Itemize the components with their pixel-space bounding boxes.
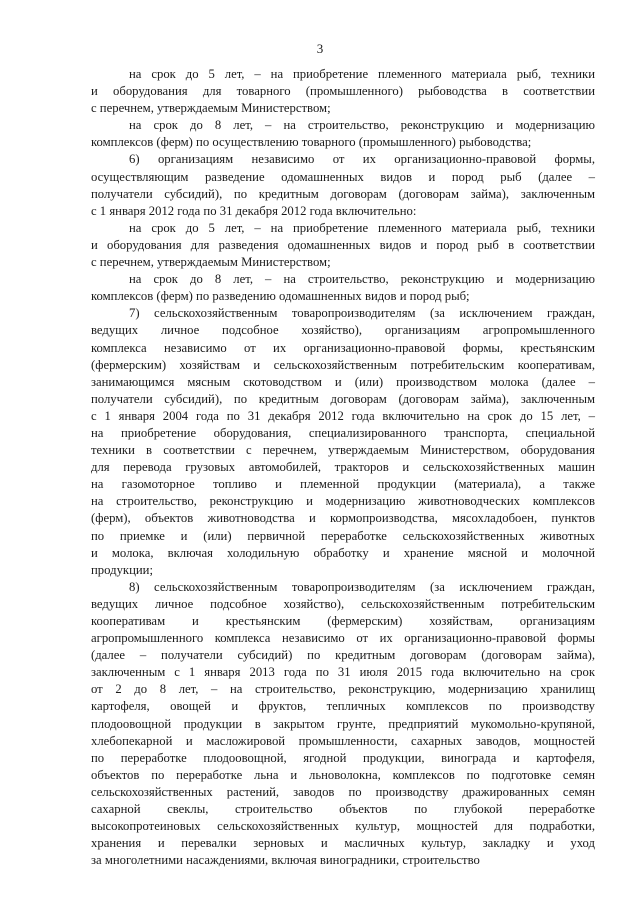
page-number: 3: [316, 41, 324, 56]
text-line: агропромышленного комплекса независимо от их организационно-правовой формы: [91, 631, 595, 646]
paragraph: [91, 579, 595, 870]
text-line: хлебопекарной и масложировой промышленности, сахарных заводов, мощностей: [91, 733, 595, 748]
paragraph: [91, 220, 595, 271]
text-line: по переработке плодоовощной, ягодной продукции, винограда и картофеля,: [91, 750, 595, 765]
text-line: 7) сельскохозяйственным товаропроизводителям (за исключением граждан,: [129, 306, 595, 321]
text-line: хранения и перевалки зерновых и масличных культур, закладку и уход: [91, 836, 595, 851]
text-line: комплексов (ферм) по разведению одомашненных видов и пород рыб;: [91, 289, 470, 304]
text-line: техники в соответствии с перечнем, утверждаемым Министерством, оборудования: [91, 443, 595, 458]
text-line: с 1 января 2004 года по 31 декабря 2012 года включительно на срок до 15 лет, –: [91, 408, 595, 423]
text-line: занимающимся мясным скотоводством и (или) производством молока (далее –: [91, 374, 595, 389]
text-line: за многолетними насаждениями, включая виноградники, строительство: [91, 853, 480, 868]
text-line: 6) организациям независимо от их организационно-правовой формы,: [129, 152, 595, 167]
text-line: по приемке и (или) первичной переработке сельскохозяйственных животных: [91, 528, 595, 543]
text-line: (ферм), объектов животноводства и кормопроизводства, мясохладобоен, пунктов: [91, 511, 595, 526]
text-line: кооперативам и крестьянским (фермерским) хозяйствам, организациям: [91, 614, 595, 628]
text-line: плодоовощной продукции в закрытом грунте, предприятий мукомольно-крупяной,: [91, 716, 595, 731]
text-line: сельскохозяйственных растений, заводов по производству дражированных семян: [91, 784, 595, 799]
paragraph: [91, 66, 595, 117]
text-line: ведущих личное подсобное хозяйство), организациям агропромышленного: [91, 323, 595, 338]
text-line: на приобретение оборудования, специализированного транспорта, специальной: [91, 425, 595, 440]
text-line: ведущих личное подсобное хозяйство), сельскохозяйственным потребительским: [91, 596, 595, 611]
text-line: продукции;: [91, 562, 153, 577]
text-line: на строительство, реконструкцию и модернизацию животноводческих комплексов: [91, 494, 595, 509]
paragraph: [91, 271, 595, 305]
text-line: на срок до 5 лет, – на приобретение племенного материала рыб, техники: [129, 220, 595, 235]
text-line: картофеля, овощей и фруктов, тепличных комплексов по производству: [91, 699, 595, 714]
text-line: и молока, включая холодильную обработку и хранение мясной и молочной: [91, 545, 595, 560]
text-line: сахарной свеклы, строительство объектов по глубокой переработке: [91, 802, 595, 817]
text-line: с 1 января 2012 года по 31 декабря 2012 года включительно:: [91, 203, 417, 218]
text-line: на газомоторное топливо и племенной продукции (материала), а также: [91, 477, 595, 492]
text-line: комплексов (ферм) по осуществлению товарного (промышленного) рыбоводства;: [91, 135, 532, 150]
text-line: на срок до 8 лет, – на строительство, реконструкцию и модернизацию: [129, 272, 595, 287]
text-line: с перечнем, утверждаемым Министерством;: [91, 255, 331, 270]
text-line: на срок до 5 лет, – на приобретение племенного материала рыб, техники: [129, 67, 595, 81]
text-line: и оборудования для товарного (промышленного) рыбоводства в соответствии: [91, 84, 595, 99]
text-line: объектов по переработке льна и льноволокна, комплексов по подготовке семян: [91, 767, 595, 782]
text-line: осуществляющим разведение одомашненных видов и пород рыб (далее –: [91, 169, 595, 184]
text-line: и оборудования для разведения одомашненных видов и пород рыб в соответствии: [91, 237, 595, 252]
paragraph: [91, 117, 595, 151]
text-line: высокопротеиновых сельскохозяйственных культур, мощностей для подработки,: [91, 819, 595, 834]
paragraph: [91, 305, 595, 579]
document-body: [91, 66, 595, 869]
text-line: (фермерским) хозяйствам и сельскохозяйственным потребительским кооперативам,: [91, 357, 595, 372]
text-line: от 2 до 8 лет, – на строительство, реконструкцию, модернизацию хранилищ: [91, 682, 595, 697]
text-line: с перечнем, утверждаемым Министерством;: [91, 101, 331, 116]
text-line: для перевода грузовых автомобилей, тракторов и сельскохозяйственных машин: [91, 460, 595, 475]
text-line: (далее – получатели субсидий) по кредитным договорам (договорам займа),: [91, 648, 595, 663]
text-line: 8) сельскохозяйственным товаропроизводителям (за исключением граждан,: [129, 579, 595, 594]
text-line: комплекса независимо от их организационно-правовой формы, крестьянским: [91, 340, 595, 355]
text-line: заключенным с 1 января 2013 года по 31 июля 2015 года включительно на срок: [91, 665, 595, 680]
text-line: на срок до 8 лет, – на строительство, реконструкцию и модернизацию: [129, 118, 595, 133]
text-line: получатели субсидий), по кредитным договорам (договорам займа), заключенным: [91, 391, 595, 406]
paragraph: [91, 151, 595, 219]
text-line: получатели субсидий), по кредитным договорам (договорам займа), заключенным: [91, 186, 595, 201]
